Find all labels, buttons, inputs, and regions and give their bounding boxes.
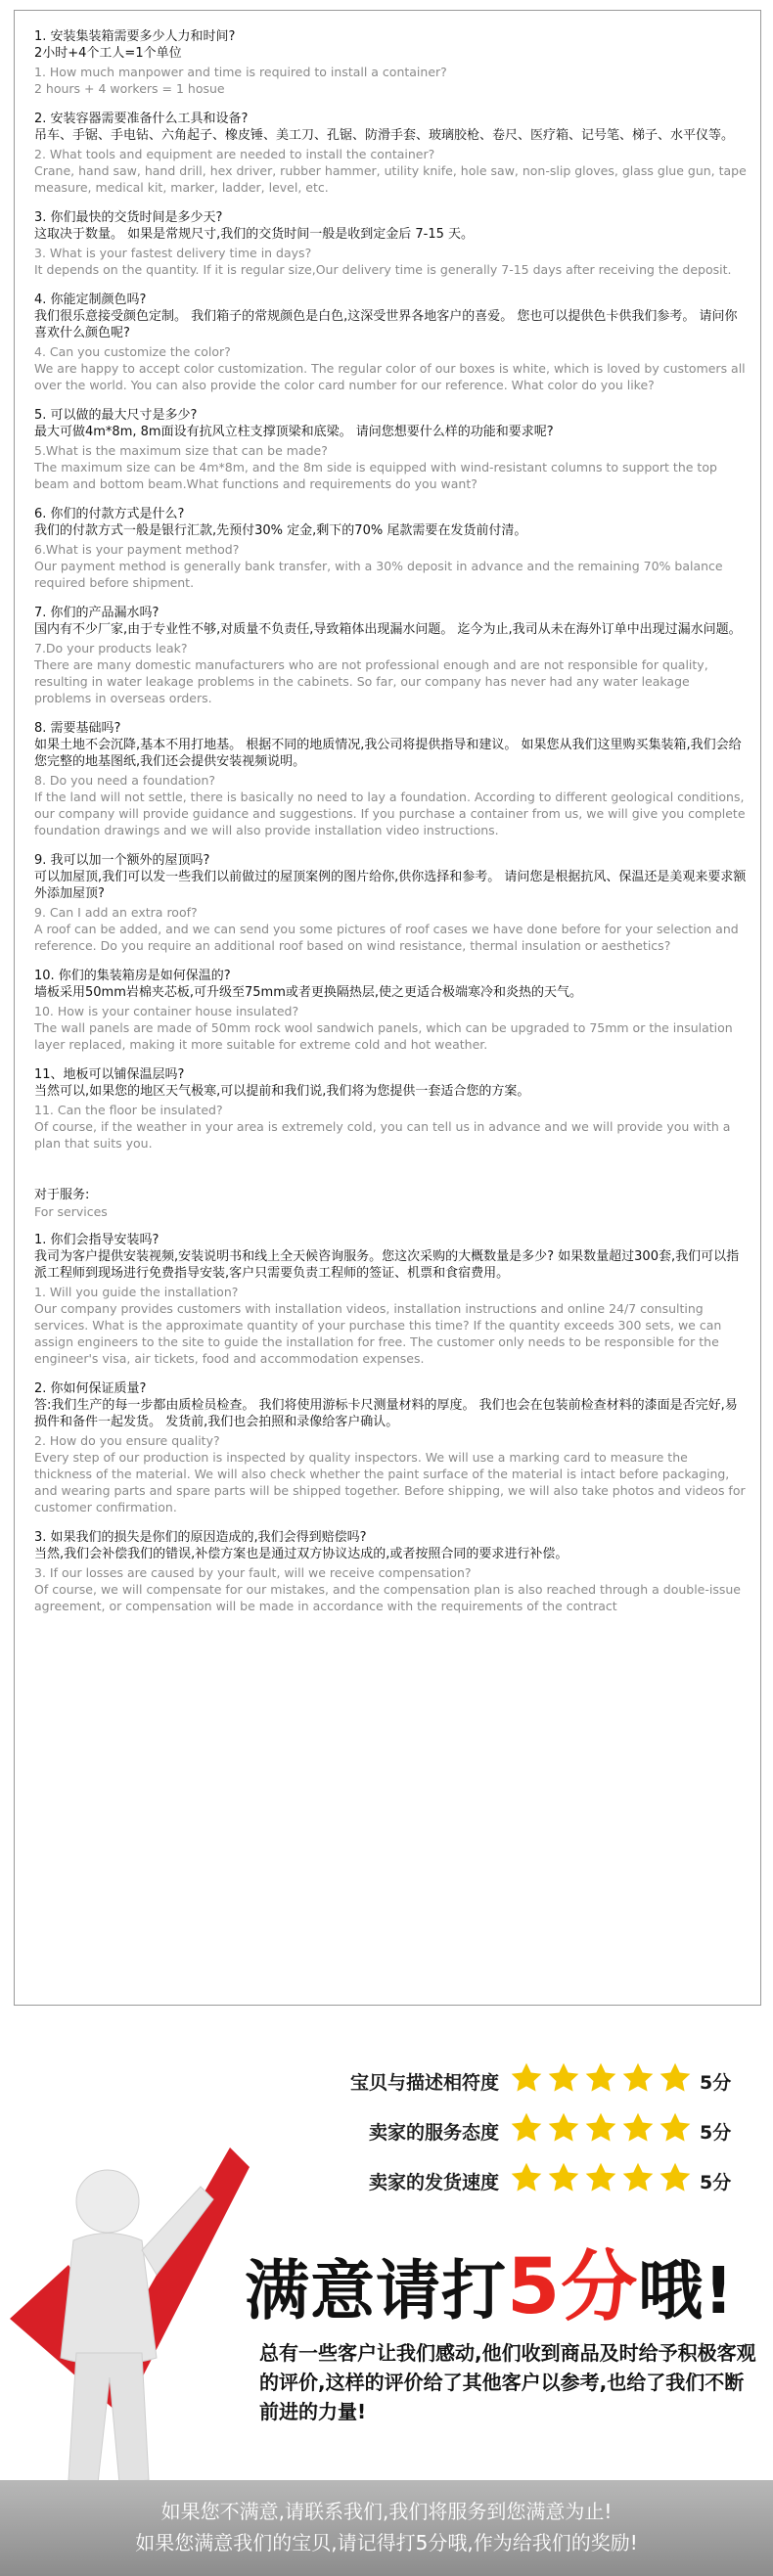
service-item (34, 1380, 747, 1515)
faq-answer-en: The wall panels are made of 50mm rock wool sandwich panels, which can be upgraded to 75mm or the insulation layer replaced, making it more suitable for extreme cold and hot weather. (34, 1020, 733, 1052)
service-question-en: 3. If our losses are caused by your fault, will we receive compensation? (34, 1565, 472, 1580)
star-rating (509, 2160, 695, 2199)
faq-answer-en: There are many domestic manufacturers who are not professional enough and are not responsible for quality, resulting in water leakage problems in the cabinets. So far, our company has never had any water leakage problems in overseas orders. (34, 657, 708, 705)
rating-row (333, 2060, 763, 2100)
faq-question-en: 2. What tools and equipment are needed to install the container? (34, 147, 435, 161)
faq-answer-zh: 我们很乐意接受颜色定制。 我们箱子的常规颜色是白色,这深受世界各地客户的喜爱。 您也可以提供色卡供我们参考。 请问你喜欢什么颜色呢? (34, 309, 738, 340)
slogan-text-before: 满意请打 (245, 2253, 507, 2328)
service-item (34, 1232, 747, 1367)
star-icon (658, 2181, 695, 2199)
faq-answer-en: A roof can be added, and we can send you some pictures of roof cases we have done before for your selection and reference. Do you require an additional roof based on wind resistance, thermal insulation or aesthetics? (34, 922, 739, 953)
faq-question-en: 6.What is your payment method? (34, 542, 240, 557)
faq-answer-en: The maximum size can be 4m*8m, and the 8m side is equipped with wind-resistant columns to support the top beam and bottom beam.What functions and requirements do you want? (34, 460, 717, 491)
star-icon (620, 2081, 658, 2100)
rating-label: 宝贝与描述相符度 (349, 2072, 499, 2094)
rating-score: 5分 (700, 2122, 732, 2144)
faq-item (34, 28, 747, 97)
faq-question-en: 5.What is the maximum size that can be made? (34, 443, 328, 458)
services-list (34, 1232, 747, 1614)
star-icon (658, 2131, 695, 2149)
faq-question-zh: 2. 安装容器需要准备什么工具和设备? (34, 112, 249, 126)
faq-question-zh: 4. 你能定制颜色吗? (34, 293, 147, 307)
rating-banner (0, 2025, 773, 2576)
faq-answer-zh: 当然可以,如果您的地区天气极寒,可以提前和我们说,我们将为您提供一套适合您的方案。 (34, 1084, 530, 1099)
star-icon (509, 2131, 546, 2149)
section-gap (34, 1165, 747, 1187)
star-icon (546, 2131, 583, 2149)
service-answer-zh: 我司为客户提供安装视频,安装说明书和线上全天候咨询服务。您这次采购的大概数量是多少? 如果数量超过300套,我们可以指派工程师到现场进行免费指导安装,客户只需要负责工程师的签证、机票和食宿费用。 (34, 1249, 740, 1281)
service-answer-zh: 当然,我们会补偿我们的错误,补偿方案也是通过双方协议达成的,或者按照合同的要求进行补偿。 (34, 1547, 568, 1561)
rating-label: 卖家的发货速度 (368, 2172, 499, 2193)
star-icon (546, 2181, 583, 2199)
rating-row (333, 2110, 763, 2149)
faq-item (34, 605, 747, 706)
faq-question-en: 3. What is your fastest delivery time in days? (34, 246, 312, 260)
faq-answer-en: It depends on the quantity. If it is regular size,Our delivery time is generally 7-15 days after receiving the deposit. (34, 262, 732, 277)
rating-row (333, 2160, 763, 2199)
slogan-text-after: 哦! (638, 2253, 735, 2328)
faq-item (34, 852, 747, 954)
faq-question-zh: 3. 你们最快的交货时间是多少天? (34, 210, 223, 225)
star-icon (658, 2081, 695, 2100)
star-icon (546, 2081, 583, 2100)
faq-item (34, 209, 747, 278)
faq-answer-zh: 如果土地不会沉降,基本不用打地基。 根据不同的地质情况,我公司将提供指导和建议。 如果您从我们这里购买集装箱,我们会给您完整的地基图纸,我们还会提供安装视频说明。 (34, 738, 742, 769)
faq-question-en: 11. Can the floor be insulated? (34, 1103, 223, 1117)
faq-question-en: 9. Can I add an extra roof? (34, 905, 198, 920)
services-title: 对于服务: (34, 1188, 90, 1202)
service-item (34, 1529, 747, 1614)
faq-question-zh: 11、地板可以铺保温层吗? (34, 1067, 185, 1082)
faq-answer-zh: 吊车、手锯、手电钻、六角起子、橡皮锤、美工刀、孔锯、防滑手套、玻璃胶枪、卷尺、医疗箱、记号笔、梯子、水平仪等。 (34, 128, 735, 143)
faq-answer-en: If the land will not settle, there is basically no need to lay a foundation. According to different geological conditions, our company will provide guidance and suggestions. If you purchase a container from us, we will give you complete foundation drawings and we will also provide installation video instructions. (34, 790, 746, 837)
faq-question-zh: 7. 你们的产品漏水吗? (34, 606, 159, 620)
rating-label: 卖家的服务态度 (368, 2122, 499, 2144)
rating-score: 5分 (700, 2072, 732, 2094)
faq-answer-en: Crane, hand saw, hand drill, hex driver, rubber hammer, utility knife, hole saw, non-slip gloves, glass glue gun, tape measure, medical kit, marker, ladder, level, etc. (34, 163, 747, 195)
star-icon (620, 2181, 658, 2199)
faq-answer-zh: 最大可做4m*8m, 8m面设有抗风立柱支撑顶梁和底梁。 请问您想要什么样的功能和要求呢? (34, 425, 554, 439)
service-answer-zh: 答:我们生产的每一步都由质检员检查。 我们将使用游标卡尺测量材料的厚度。 我们也会在包装前检查材料的漆面是否完好,易损件和备件一起发货。 发货前,我们也会拍照和录像给客户确认。 (34, 1398, 738, 1429)
faq-answer-en: Of course, if the weather in your area is extremely cold, you can tell us in advance and we will provide you with a plan that suits you. (34, 1119, 731, 1151)
service-question-zh: 2. 你如何保证质量? (34, 1381, 147, 1396)
faq-question-en: 7.Do your products leak? (34, 641, 188, 655)
faq-answer-en: Our payment method is generally bank transfer, with a 30% deposit in advance and the remaining 70% balance required before shipment. (34, 559, 723, 590)
faq-question-zh: 8. 需要基础吗? (34, 721, 121, 736)
faq-answer-en: 2 hours + 4 workers = 1 hosue (34, 81, 225, 96)
bottom-line-satisfied: 如果您满意我们的宝贝,请记得打5分哦,作为给我们的奖励! (135, 2531, 638, 2554)
faq-item (34, 292, 747, 393)
star-icon (509, 2181, 546, 2199)
faq-answer-en: We are happy to accept color customization. The regular color of our boxes is white, which is loved by customers all over the world. You can also provide the color card number for our reference. What color do you like? (34, 361, 746, 392)
star-icon (583, 2131, 620, 2149)
faq-item (34, 1066, 747, 1152)
faq-answer-zh: 2小时+4个工人=1个单位 (34, 46, 182, 61)
faq-question-zh: 6. 你们的付款方式是什么? (34, 507, 185, 521)
faq-question-en: 8. Do you need a foundation? (34, 773, 215, 788)
star-icon (620, 2131, 658, 2149)
faq-question-zh: 1. 安装集装箱需要多少人力和时间? (34, 29, 236, 44)
faq-item (34, 111, 747, 196)
faq-answer-zh: 这取决于数量。 如果是常规尺寸,我们的交货时间一般是收到定金后 7-15 天。 (34, 227, 475, 242)
star-rating (509, 2110, 695, 2149)
service-answer-en: Every step of our production is inspected by quality inspectors. We will use a marking card to measure the thickness of the material. We will also check whether the paint surface of the material is intact before packaging, and wearing parts and spare parts will be shipped together. Before shipping, we will also take photos and videos for customer confirmation. (34, 1450, 746, 1514)
star-rating (509, 2060, 695, 2100)
service-question-zh: 1. 你们会指导安装吗? (34, 1233, 159, 1247)
service-answer-en: Of course, we will compensate for our mistakes, and the compensation plan is also reached through a double-issue agreement, or compensation will be made in accordance with the requirements of the contract (34, 1582, 741, 1613)
faq-answer-zh: 墙板采用50mm岩棉夹芯板,可升级至75mm或者更换隔热层,使之更适合极端寒冷和炎热的天气。 (34, 985, 583, 1000)
star-icon (583, 2081, 620, 2100)
faq-question-en: 4. Can you customize the color? (34, 344, 231, 359)
star-icon (509, 2081, 546, 2100)
faq-item (34, 407, 747, 492)
bottom-line-unsatisfied: 如果您不满意,请联系我们,我们将服务到您满意为止! (160, 2500, 613, 2523)
rating-score: 5分 (700, 2172, 732, 2193)
service-answer-en: Our company provides customers with installation videos, installation instructions and online 24/7 consulting services. What is the approximate quantity of your purchase this time? If the quantity exceeds 300 sets, we can assign engineers to the site to guide the installation for free. The customer only needs to be responsible for the engineer's visa, air tickets, food and accommodation expenses. (34, 1301, 722, 1366)
bottom-message-bar (0, 2480, 773, 2576)
faq-sheet (14, 10, 761, 2006)
faq-answer-zh: 可以加屋顶,我们可以发一些我们以前做过的屋顶案例的图片给你,供你选择和参考。 请问您是根据抗风、保温还是美观来要求额外添加屋顶? (34, 870, 747, 901)
faq-question-en: 1. How much manpower and time is required to install a container? (34, 65, 447, 79)
services-subtitle: For services (34, 1204, 108, 1219)
faq-list (34, 28, 747, 1152)
faq-question-zh: 10. 你们的集装箱房是如何保温的? (34, 969, 231, 983)
service-question-zh: 3. 如果我们的损失是你们的原因造成的,我们会得到赔偿吗? (34, 1530, 367, 1545)
service-question-en: 2. How do you ensure quality? (34, 1433, 220, 1448)
faq-question-zh: 9. 我可以加一个额外的屋顶吗? (34, 853, 210, 868)
mascot-checkmark-illustration (0, 2094, 254, 2505)
faq-question-en: 10. How is your container house insulated? (34, 1004, 299, 1018)
slogan-five-points: 5分 (507, 2243, 639, 2331)
faq-item (34, 720, 747, 838)
thanks-paragraph: 总有一些客户让我们感动,他们收到商品及时给予积极客观的评价,这样的评价给了其他客户以参考,也给了我们不断前进的力量! (259, 2341, 756, 2423)
faq-answer-zh: 我们的付款方式一般是银行汇款,先预付30% 定金,剩下的70% 尾款需要在发货前付清。 (34, 523, 527, 538)
star-icon (583, 2181, 620, 2199)
faq-answer-zh: 国内有不少厂家,由于专业性不够,对质量不负责任,导致箱体出现漏水问题。 迄今为止,我司从未在海外订单中出现过漏水问题。 (34, 622, 742, 637)
faq-item (34, 968, 747, 1053)
faq-question-zh: 5. 可以做的最大尺寸是多少? (34, 408, 198, 423)
service-question-en: 1. Will you guide the installation? (34, 1285, 239, 1299)
rating-slogan (245, 2226, 734, 2335)
faq-item (34, 506, 747, 591)
